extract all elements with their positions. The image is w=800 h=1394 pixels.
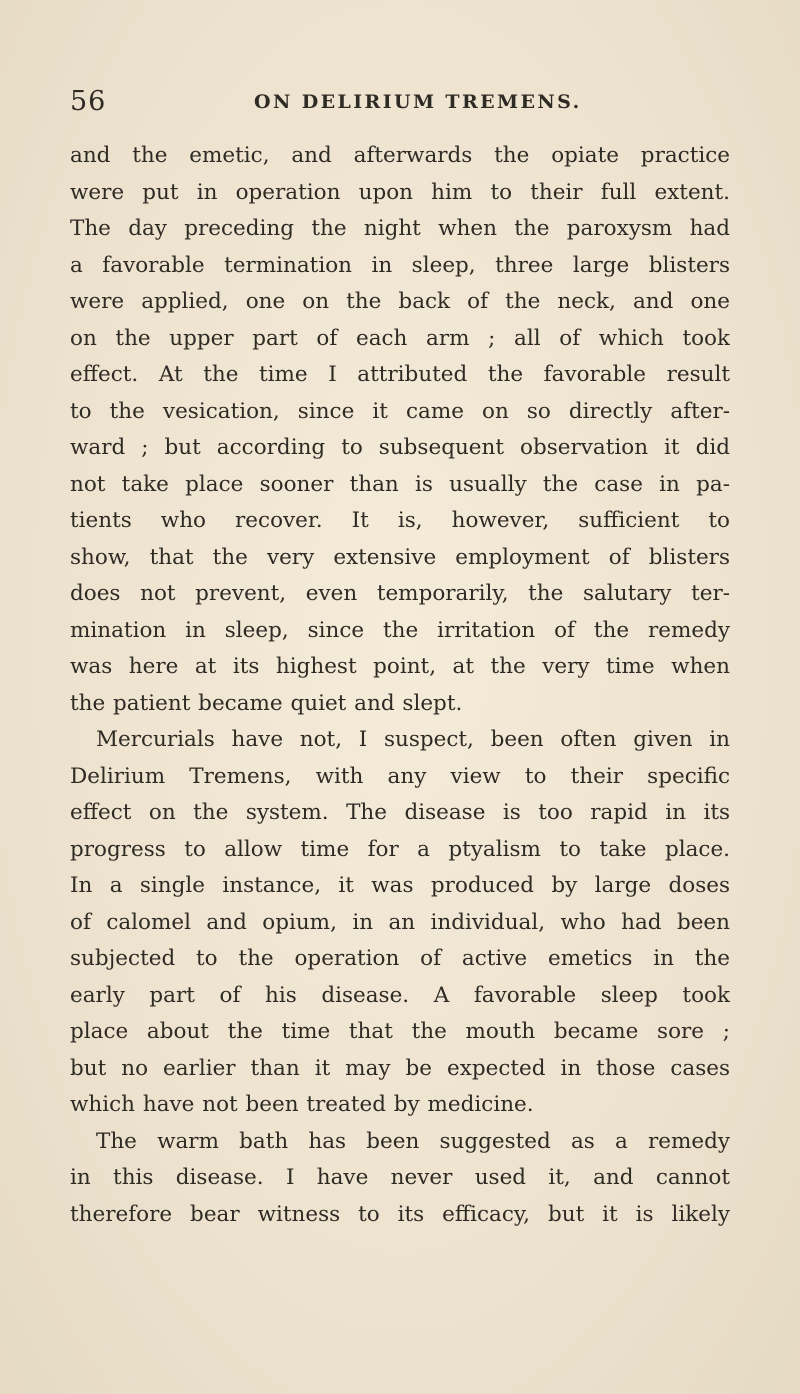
text-line: on the upper part of each arm ; all of which took	[70, 325, 730, 351]
text-line: and the emetic, and afterwards the opiate practice	[70, 143, 730, 168]
text-line: In a single instance, it was produced by large doses	[70, 873, 730, 898]
text-line: progress to allow time for a ptyalism to take place.	[70, 836, 730, 862]
running-header	[70, 84, 730, 120]
text-line: effect. At the time I attributed the favorable result	[70, 362, 730, 387]
text-line: effect on the system. The disease is too rapid in its	[70, 800, 730, 825]
text-line: mination in sleep, since the irritation of the remedy	[70, 617, 730, 643]
running-title: ON DELIRIUM TREMENS.	[254, 91, 582, 113]
text-line: a favorable termination in sleep, three large blisters	[70, 252, 730, 278]
text-line: show, that the very extensive employment of blisters	[70, 544, 730, 570]
text-line: not take place sooner than is usually the case in pa-	[70, 471, 730, 497]
text-line: was here at its highest point, at the very time when	[70, 654, 730, 679]
paragraph-start: The warm bath has been suggested as a remedy	[96, 1128, 730, 1154]
text-line: which have not been treated by medicine.	[70, 1092, 534, 1117]
text-line: does not prevent, even temporarily, the salutary ter-	[70, 581, 730, 606]
text-line: of calomel and opium, in an individual, who had been	[70, 909, 730, 935]
page-number: 56	[70, 86, 107, 117]
text-line: therefore bear witness to its efficacy, but it is likely	[70, 1201, 730, 1227]
text-line: but no earlier than it may be expected in those cases	[70, 1055, 730, 1081]
text-line: The day preceding the night when the paroxysm had	[70, 216, 730, 241]
text-line: early part of his disease. A favorable sleep took	[70, 982, 730, 1008]
paragraph-start: Mercurials have not, I suspect, been often given in	[96, 727, 730, 752]
text-line: in this disease. I have never used it, and cannot	[70, 1165, 730, 1190]
text-line: to the vesication, since it came on so directly after-	[70, 398, 730, 424]
text-line: were applied, one on the back of the neck, and one	[70, 289, 730, 314]
text-line: were put in operation upon him to their full extent.	[70, 179, 730, 205]
text-line: Delirium Tremens, with any view to their specific	[70, 763, 730, 789]
text-line: subjected to the operation of active emetics in the	[70, 946, 730, 971]
text-line: ward ; but according to subsequent observation it did	[70, 435, 730, 460]
text-line: place about the time that the mouth became sore ;	[70, 1019, 730, 1044]
text-line: the patient became quiet and slept.	[70, 690, 463, 716]
body-text	[70, 138, 730, 1233]
text-line: tients who recover. It is, however, sufficient to	[70, 508, 730, 533]
